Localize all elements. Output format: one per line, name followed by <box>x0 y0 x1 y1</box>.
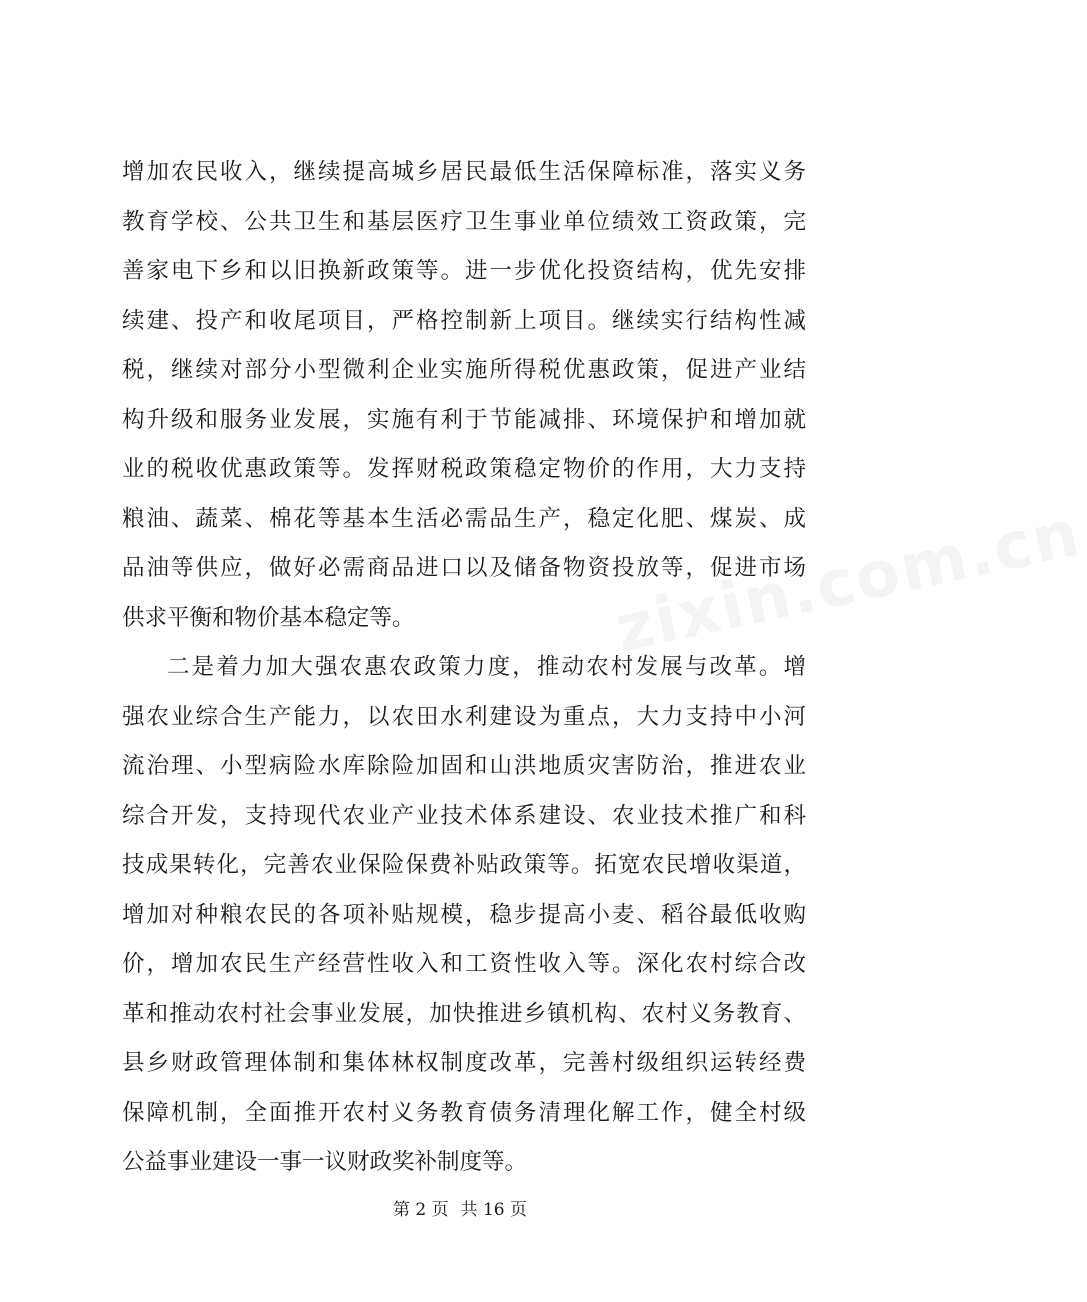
text-line: 县乡财政管理体制和集体林权制度改革，完善村级组织运转经费 <box>122 1050 806 1076</box>
text-line: 增加对种粮农民的各项补贴规模，稳步提高小麦、稻谷最低收购 <box>122 901 806 928</box>
text-line: 革和推动农村社会事业发展，加快推进乡镇机构、农村义务教育、 <box>122 1000 806 1027</box>
text-line: 税，继续对部分小型微利企业实施所得税优惠政策，促进产业结 <box>122 357 806 383</box>
text-line: 增加农民收入，继续提高城乡居民最低生活保障标准，落实义务 <box>122 159 806 185</box>
text-line: 强农业综合生产能力，以农田水利建设为重点，大力支持中小河 <box>122 703 806 730</box>
text-line: 续建、投产和收尾项目，严格控制新上项目。继续实行结构性减 <box>122 307 806 334</box>
text-line: 保障机制，全面推开农村义务教育债务清理化解工作，健全村级 <box>122 1099 806 1126</box>
text-line: 教育学校、公共卫生和基层医疗卫生事业单位绩效工资政策，完 <box>122 208 806 235</box>
document-body <box>122 148 806 1188</box>
text-line: 流治理、小型病险水库除险加固和山洪地质灾害防治，推进农业 <box>122 753 806 779</box>
text-line: 粮油、蔬菜、棉花等基本生活必需品生产，稳定化肥、煤炭、成 <box>122 505 806 532</box>
text-line: 构升级和服务业发展，实施有利于节能减排、环境保护和增加就 <box>122 406 806 433</box>
text-line: 技成果转化，完善农业保险保费补贴政策等。拓宽农民增收渠道， <box>122 852 806 878</box>
text-line: 公益事业建设一事一议财政奖补制度等。 <box>122 1149 528 1175</box>
text-line: 供求平衡和物价基本稳定等。 <box>122 604 415 631</box>
text-line: 品油等供应，做好必需商品进口以及储备物资投放等，促进市场 <box>122 555 806 581</box>
text-line: 善家电下乡和以旧换新政策等。进一步优化投资结构，优先安排 <box>122 258 806 284</box>
page-total: 共 16 页 <box>460 1200 528 1220</box>
watermark: zixin.com.cn <box>609 496 1087 668</box>
text-line: 业的税收优惠政策等。发挥财税政策稳定物价的作用，大力支持 <box>122 456 806 482</box>
page-number: 第 2 页 <box>392 1200 449 1220</box>
text-line: 综合开发，支持现代农业产业技术体系建设、农业技术推广和科 <box>122 802 806 829</box>
text-line: 价，增加农民生产经营性收入和工资性收入等。深化农村综合改 <box>122 951 806 977</box>
page-footer <box>0 1198 920 1222</box>
text-line: 二是着力加大强农惠农政策力度，推动农村发展与改革。增 <box>167 654 806 680</box>
